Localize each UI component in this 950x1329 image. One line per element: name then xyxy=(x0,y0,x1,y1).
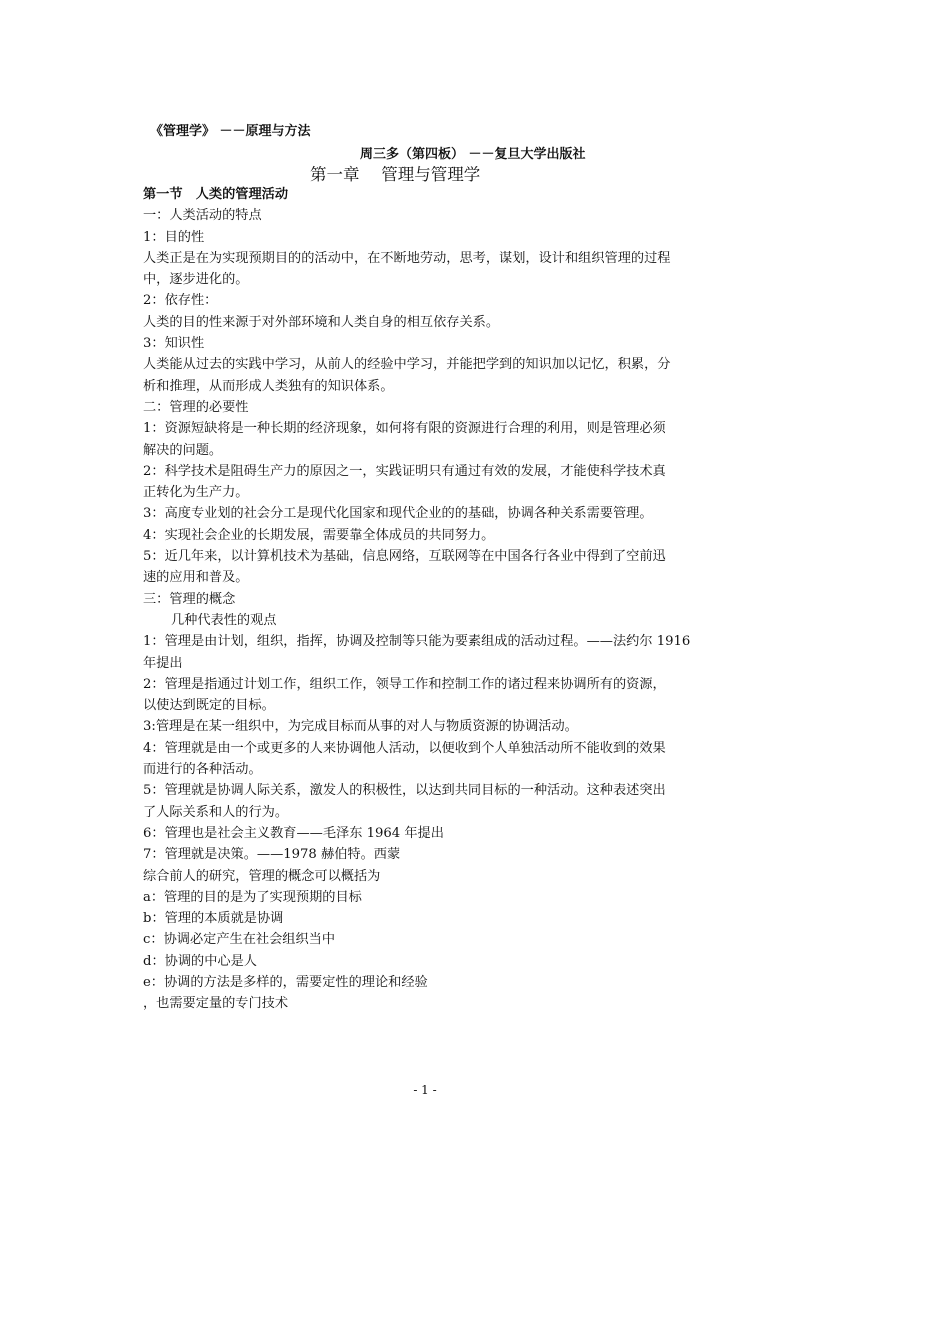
text-line: 年提出 xyxy=(143,655,183,671)
text-line: 中，逐步进化的。 xyxy=(143,272,249,288)
text-line: c：协调必定产生在社会组织当中 xyxy=(143,932,336,948)
text-line: 而进行的各种活动。 xyxy=(143,762,262,778)
text-line: 了人际关系和人的行为。 xyxy=(143,804,289,820)
text-line: 正转化为生产力。 xyxy=(143,485,249,501)
body-text xyxy=(143,184,713,1015)
text-line: 2：科学技术是阻碍生产力的原因之一，实践证明只有通过有效的发展，才能使科学技术真 xyxy=(143,463,666,479)
text-line: 1：管理是由计划，组织，指挥，协调及控制等只能为要素组成的活动过程。——法约尔 1916 xyxy=(143,634,691,650)
text-line: 3：高度专业划的社会分工是现代化国家和现代企业的的基础，协调各种关系需要管理。 xyxy=(143,506,653,522)
text-line: 析和推理，从而形成人类独有的知识体系。 xyxy=(143,378,394,394)
text-line: 一：人类活动的特点 xyxy=(143,208,262,224)
text-line: 人类的目的性来源于对外部环境和人类自身的相互依存关系。 xyxy=(143,314,500,330)
text-line: 人类正是在为实现预期目的的活动中，在不断地劳动，思考，谋划，设计和组织管理的过程 xyxy=(143,250,671,266)
section-heading: 第一节 人类的管理活动 xyxy=(143,187,289,202)
text-line: 6：管理也是社会主义教育——毛泽东 1964 年提出 xyxy=(143,825,444,841)
author-publisher-line: 周三多（第四板） －－复旦大学出版社 xyxy=(360,147,586,162)
book-title: 《管理学》 －－原理与方法 xyxy=(150,124,311,139)
text-line: 2：依存性： xyxy=(143,293,218,309)
page-number: - 1 - xyxy=(413,1083,437,1097)
text-line: 人类能从过去的实践中学习，从前人的经验中学习，并能把学到的知识加以记忆，积累，分 xyxy=(143,357,671,373)
chapter-title: 第一章 管理与管理学 xyxy=(310,165,481,184)
text-line: 3:管理是在某一组织中，为完成目标而从事的对人与物质资源的协调活动。 xyxy=(143,719,578,735)
text-line: 4：管理就是由一个或更多的人来协调他人活动，以便收到个人单独活动所不能收到的效果 xyxy=(143,740,666,756)
text-line: 解决的问题。 xyxy=(143,442,223,458)
text-line: 2：管理是指通过计划工作，组织工作，领导工作和控制工作的诸过程来协调所有的资源， xyxy=(143,676,666,692)
text-line: 综合前人的研究，管理的概念可以概括为 xyxy=(143,868,381,884)
text-line: ，也需要定量的专门技术 xyxy=(143,996,289,1012)
text-line: a：管理的目的是为了实现预期的目标 xyxy=(143,889,362,905)
text-line: 1：目的性 xyxy=(143,229,205,245)
text-line: 5：近几年来，以计算机技术为基础，信息网络，互联网等在中国各行各业中得到了空前迅 xyxy=(143,549,666,565)
text-line: 7：管理就是决策。——1978 赫伯特。西蒙 xyxy=(143,847,401,863)
text-line: 5：管理就是协调人际关系，激发人的积极性，以达到共同目标的一种活动。这种表述突出 xyxy=(143,783,666,799)
text-line: 二：管理的必要性 xyxy=(143,399,249,415)
text-line: 速的应用和普及。 xyxy=(143,570,249,586)
text-line: 几种代表性的观点 xyxy=(171,612,277,628)
text-line: 三：管理的概念 xyxy=(143,591,236,607)
text-line: 4：实现社会企业的长期发展，需要靠全体成员的共同努力。 xyxy=(143,527,495,543)
text-line: e：协调的方法是多样的，需要定性的理论和经验 xyxy=(143,974,428,990)
text-line: d：协调的中心是人 xyxy=(143,953,257,969)
text-line: b：管理的本质就是协调 xyxy=(143,911,284,927)
text-line: 以使达到既定的目标。 xyxy=(143,698,275,714)
text-line: 1：资源短缺将是一种长期的经济现象，如何将有限的资源进行合理的利用，则是管理必须 xyxy=(143,421,666,437)
text-line: 3：知识性 xyxy=(143,336,205,352)
